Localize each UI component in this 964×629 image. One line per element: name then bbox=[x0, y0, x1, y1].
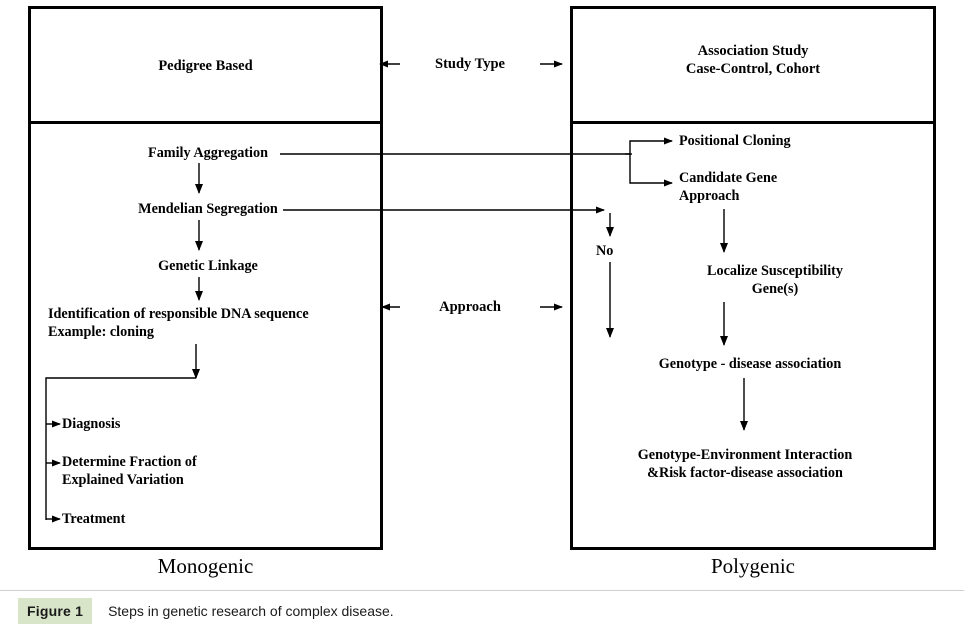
node-localize-susceptibility-line1: Localize Susceptibility bbox=[707, 263, 843, 279]
node-diagnosis: Diagnosis bbox=[62, 416, 121, 432]
study-type-label: Study Type bbox=[435, 56, 505, 72]
node-genotype-environment-line2: &Risk factor-disease association bbox=[647, 464, 843, 481]
figure-caption-text: Steps in genetic research of complex disease. bbox=[108, 602, 394, 619]
node-localize-susceptibility-line2: Gene(s) bbox=[751, 280, 799, 297]
node-identification-dna-line1: Identification of responsible DNA sequence bbox=[48, 306, 309, 322]
node-genotype-disease: Genotype - disease association bbox=[658, 356, 842, 372]
node-treatment: Treatment bbox=[62, 511, 126, 527]
node-candidate-gene bbox=[679, 170, 879, 206]
approach-label: Approach bbox=[439, 299, 501, 315]
node-candidate-gene-line2: Approach bbox=[679, 187, 740, 204]
node-family-aggregation: Family Aggregation bbox=[148, 145, 268, 161]
node-identification-dna bbox=[48, 306, 378, 342]
node-identification-dna-line2: Example: cloning bbox=[48, 323, 155, 340]
right-panel-title bbox=[573, 42, 933, 78]
node-no-branch: No bbox=[596, 243, 614, 259]
node-genotype-environment bbox=[580, 447, 910, 483]
caption-divider bbox=[0, 590, 964, 591]
node-candidate-gene-line1: Candidate Gene bbox=[679, 170, 778, 186]
node-genotype-environment-line1: Genotype-Environment Interaction bbox=[637, 447, 853, 463]
left-panel-caption: Monogenic bbox=[157, 554, 254, 578]
node-localize-susceptibility bbox=[650, 263, 900, 299]
right-panel-caption: Polygenic bbox=[711, 554, 795, 578]
node-determine-fraction-line2: Explained Variation bbox=[62, 471, 184, 488]
left-panel-title: Pedigree Based bbox=[158, 58, 253, 74]
node-genetic-linkage: Genetic Linkage bbox=[158, 258, 258, 274]
right-panel-header-divider bbox=[573, 121, 933, 124]
node-determine-fraction bbox=[62, 454, 282, 490]
node-mendelian-segregation: Mendelian Segregation bbox=[138, 201, 278, 217]
right-panel-title-line1: Association Study bbox=[697, 43, 809, 59]
right-panel-title-line2: Case-Control, Cohort bbox=[685, 61, 821, 78]
figure-caption bbox=[0, 592, 964, 629]
node-positional-cloning: Positional Cloning bbox=[679, 133, 791, 149]
left-panel-header-divider bbox=[31, 121, 380, 124]
figure-number-badge: Figure 1 bbox=[18, 598, 92, 624]
node-determine-fraction-line1: Determine Fraction of bbox=[62, 454, 197, 470]
